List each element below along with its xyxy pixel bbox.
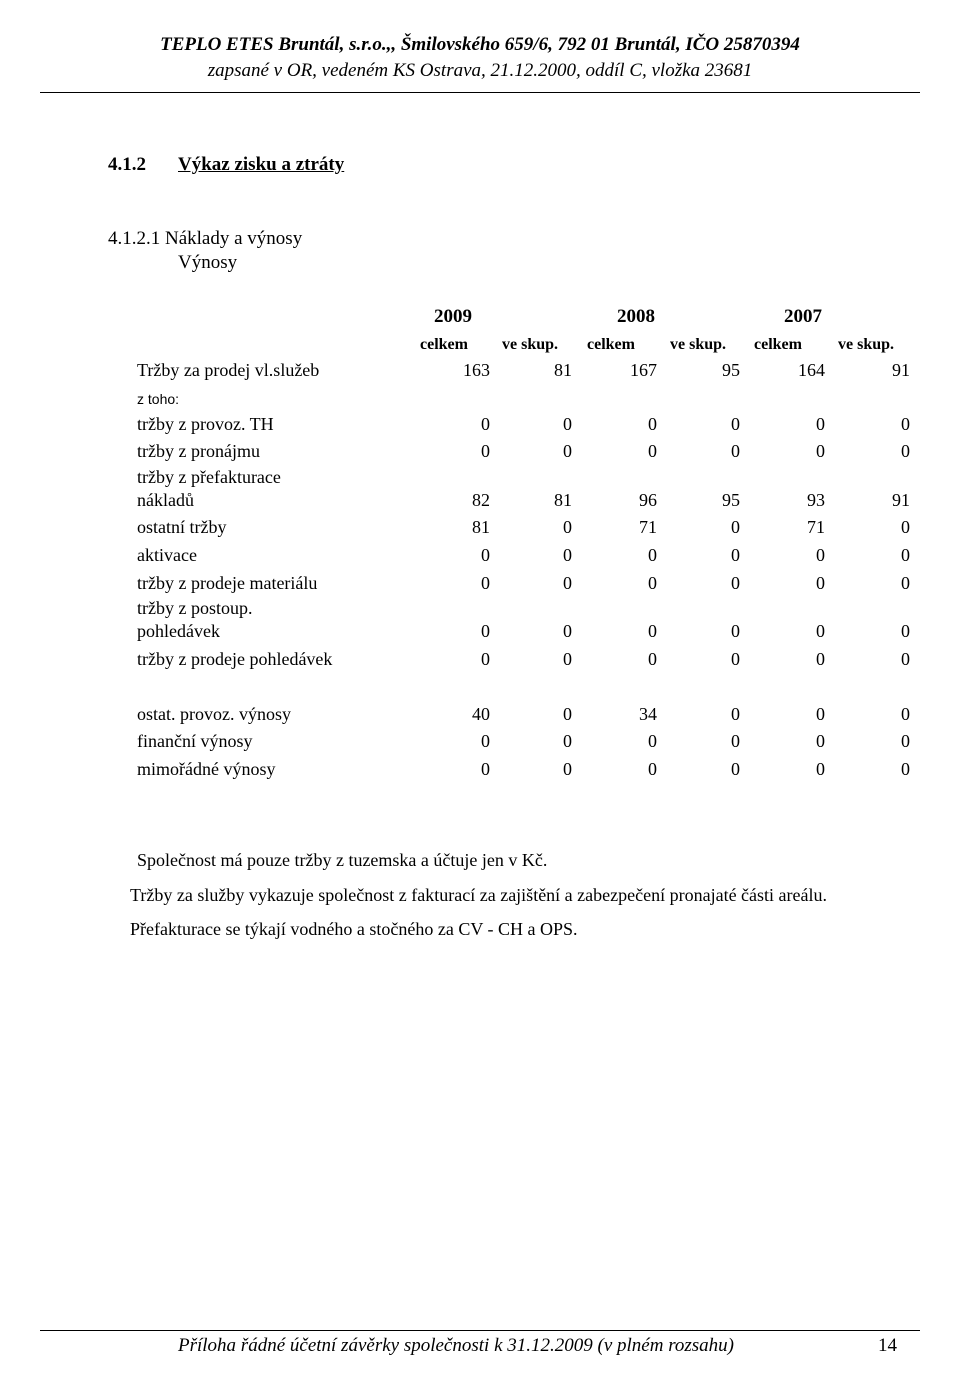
row-label: tržby z postoup. xyxy=(137,598,253,618)
row-label: aktivace xyxy=(137,545,197,565)
table-cell: 0 xyxy=(816,545,825,565)
table-cell: 0 xyxy=(563,414,572,434)
row-label: mimořádné výnosy xyxy=(137,759,276,779)
table-cell: 0 xyxy=(648,731,657,751)
column-header: ve skup. xyxy=(501,336,559,353)
table-cell: 0 xyxy=(816,759,825,779)
table-cell: 95 xyxy=(722,490,740,510)
column-header: celkem xyxy=(754,336,802,353)
header-divider xyxy=(40,92,920,93)
note-2: Tržby za služby vykazuje společnost z fakturací za zajištění a zabezpečení pronajaté části areálu. xyxy=(130,885,828,905)
table-cell: 0 xyxy=(563,759,572,779)
row-label: tržby z pronájmu xyxy=(137,441,260,461)
table-cell: 0 xyxy=(816,441,825,461)
table-cell: 91 xyxy=(892,360,910,380)
table-cell: 0 xyxy=(731,573,740,593)
table-cell: 0 xyxy=(648,759,657,779)
footer-divider xyxy=(40,1330,920,1331)
note-1: Společnost má pouze tržby z tuzemska a účtuje jen v Kč. xyxy=(137,850,548,870)
table-cell: 0 xyxy=(481,441,490,461)
row-label: ostatní tržby xyxy=(137,517,227,537)
table-cell: 0 xyxy=(481,545,490,565)
column-header: ve skup. xyxy=(669,336,727,353)
table-cell: 0 xyxy=(731,731,740,751)
table-cell: 0 xyxy=(901,573,910,593)
table-cell: 0 xyxy=(648,621,657,641)
table-cell: 34 xyxy=(639,704,657,724)
table-cell: 0 xyxy=(901,649,910,669)
row-label: tržby z prodeje materiálu xyxy=(137,573,318,593)
subsection-title: Výnosy xyxy=(178,252,238,273)
table-cell: 0 xyxy=(563,545,572,565)
table-cell: 93 xyxy=(807,490,825,510)
table-cell: 163 xyxy=(463,360,490,380)
table-cell: 0 xyxy=(731,621,740,641)
table-cell: 0 xyxy=(563,704,572,724)
table-cell: 71 xyxy=(807,517,825,537)
table-cell: 0 xyxy=(481,731,490,751)
table-cell: 0 xyxy=(731,545,740,565)
row-label: z toho: xyxy=(137,391,180,407)
row-label: tržby z přefakturace xyxy=(137,467,281,487)
table-cell: 0 xyxy=(901,704,910,724)
table-cell: 0 xyxy=(648,441,657,461)
table-cell: 0 xyxy=(901,414,910,434)
company-header-line2: zapsané v OR, vedeném KS Ostrava, 21.12.2000, oddíl C, vložka 23681 xyxy=(207,60,753,81)
year-header: 2008 xyxy=(617,306,655,327)
table-cell: 0 xyxy=(648,414,657,434)
table-cell: 0 xyxy=(901,759,910,779)
page-number: 14 xyxy=(878,1335,897,1356)
table-cell: 0 xyxy=(563,649,572,669)
table-cell: 0 xyxy=(816,573,825,593)
table-cell: 82 xyxy=(472,490,490,510)
table-cell: 0 xyxy=(648,649,657,669)
table-cell: 0 xyxy=(481,759,490,779)
year-header: 2009 xyxy=(434,306,472,327)
table-cell: 91 xyxy=(892,490,910,510)
table-cell: 0 xyxy=(731,759,740,779)
column-header: celkem xyxy=(587,336,635,353)
table-cell: 96 xyxy=(639,490,657,510)
table-cell: 0 xyxy=(563,517,572,537)
row-label: Tržby za prodej vl.služeb xyxy=(137,360,320,380)
table-cell: 81 xyxy=(554,360,572,380)
row-label: ostat. provoz. výnosy xyxy=(137,704,291,724)
column-header: celkem xyxy=(420,336,468,353)
table-cell: 0 xyxy=(816,621,825,641)
row-label: pohledávek xyxy=(137,621,220,641)
table-cell: 0 xyxy=(731,414,740,434)
table-cell: 0 xyxy=(901,545,910,565)
company-header-line1: TEPLO ETES Bruntál, s.r.o.,, Šmilovského 659/6, 792 01 Bruntál, IČO 25870394 xyxy=(160,34,800,55)
table-cell: 167 xyxy=(630,360,657,380)
row-label: finanční výnosy xyxy=(137,731,253,751)
note-3: Přefakturace se týkají vodného a stočného za CV - CH a OPS. xyxy=(130,919,578,939)
table-cell: 0 xyxy=(481,573,490,593)
table-cell: 0 xyxy=(648,545,657,565)
subsection-heading: 4.1.2.1 Náklady a výnosy xyxy=(108,228,303,249)
table-cell: 0 xyxy=(816,414,825,434)
table-cell: 164 xyxy=(798,360,825,380)
year-header: 2007 xyxy=(784,306,822,327)
table-cell: 0 xyxy=(563,573,572,593)
table-cell: 0 xyxy=(816,731,825,751)
section-title: Výkaz zisku a ztráty xyxy=(178,154,345,175)
table-cell: 0 xyxy=(731,441,740,461)
table-cell: 0 xyxy=(901,517,910,537)
table-cell: 0 xyxy=(731,649,740,669)
table-cell: 0 xyxy=(816,704,825,724)
table-cell: 0 xyxy=(901,441,910,461)
table-cell: 0 xyxy=(901,731,910,751)
table-cell: 0 xyxy=(563,731,572,751)
table-cell: 0 xyxy=(481,649,490,669)
table-cell: 95 xyxy=(722,360,740,380)
table-cell: 81 xyxy=(472,517,490,537)
row-label: tržby z prodeje pohledávek xyxy=(137,649,333,669)
row-label: nákladů xyxy=(137,490,194,510)
footer-text: Příloha řádné účetní závěrky společnosti k 31.12.2009 (v plném rozsahu) xyxy=(178,1335,735,1356)
column-header: ve skup. xyxy=(837,336,895,353)
table-cell: 0 xyxy=(901,621,910,641)
table-cell: 0 xyxy=(481,414,490,434)
table-cell: 0 xyxy=(731,704,740,724)
row-label: tržby z provoz. TH xyxy=(137,414,274,434)
table-cell: 40 xyxy=(472,704,490,724)
table-cell: 71 xyxy=(639,517,657,537)
table-cell: 0 xyxy=(816,649,825,669)
table-cell: 81 xyxy=(554,490,572,510)
table-cell: 0 xyxy=(731,517,740,537)
table-cell: 0 xyxy=(563,621,572,641)
table-cell: 0 xyxy=(481,621,490,641)
table-cell: 0 xyxy=(648,573,657,593)
table-cell: 0 xyxy=(563,441,572,461)
section-number: 4.1.2 xyxy=(108,154,146,175)
